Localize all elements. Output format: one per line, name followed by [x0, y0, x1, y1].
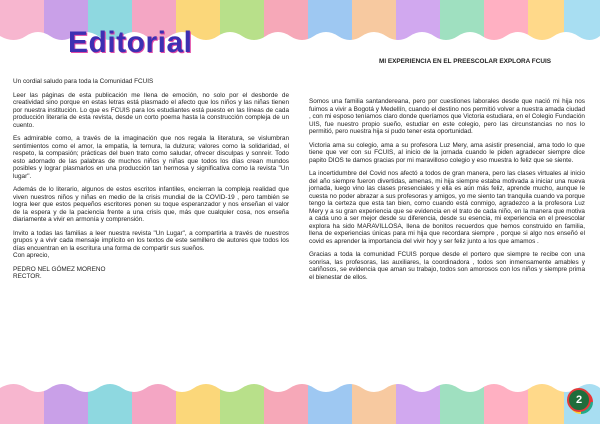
- page-number: 2: [567, 388, 591, 412]
- bottom-wave-stripes: [0, 374, 600, 424]
- stripe: [352, 374, 396, 424]
- stripe: [220, 374, 264, 424]
- paragraph: Invito a todas las familias a leer nuestra revista "Un Lugar", a compartirla a través de nuestros grupos y a vivir cada mensaje implícito en los textos de este semillero de autores que todos los días encuentran en la escritura una forma de compartir sus sueños.: [13, 229, 289, 252]
- stripe: [44, 374, 88, 424]
- paragraph: Victoria ama su colegio, ama a su profesora Luz Mery, ama asistir presencial, ama todo lo que tiene que ver con su FCUIS, al inicio de la jornada cuando le piden agradecer siempre dice papito DIOS te damos gracias por mi maravilloso colegio y eso muestra lo feliz que se siente.: [309, 141, 585, 164]
- stripe: [0, 374, 44, 424]
- experience-column: [309, 98, 585, 287]
- stripe: [440, 374, 484, 424]
- stripe: [176, 374, 220, 424]
- paragraph: Gracias a toda la comunidad FCUIS porque desde el portero que siempre te recibe con una sonrisa, las profesoras, las auxiliares, la coordinadora , todos son inmensamente amables y cariñosos, se evidencia que aman su trabajo, todos son amorosos con los niños y siempre prima el bienestar de ellos.: [309, 251, 585, 281]
- closing: Con aprecio,: [13, 252, 50, 259]
- paragraph: La incertidumbre del Covid nos afectó a todos de gran manera, pero las clases virtuales al inicio del año siempre fueron divertidas, amenas, mi hija siempre estaba motivada a iniciar una nueva jornada, luego vino las clases presenciales y ella es aún más feliz, aprende mucho, aunque le cuesta no poder abrazar a sus profesoras y amigos, yo me siento tan tranquila cuando va porque tengo la certeza que esta tan bien, como cuando está conmigo, agradezco a la profesora Luz Mery y a su gran experiencia que se evidencia en el trato de cada niño, en la manera que motiva a cada uno a ser mejor desde su diferencia, desde su esencia, mi experiencia en el preescolar explora ha sido MARAVILLOSA, llena de bonitos recuerdos que hemos construido en familia, llena de experiencias únicas para mi hija que recordara siempre , porque si algo nos enseñó el covid es aprender la importancia del vivir hoy y ser feliz junto a los que amamos .: [309, 170, 585, 245]
- greeting: Un cordial saludo para toda la Comunidad FCUIS: [13, 78, 154, 85]
- stripe: [396, 0, 440, 50]
- stripe: [528, 374, 564, 424]
- page-title: Editorial: [68, 26, 193, 59]
- signature-role: RECTOR.: [13, 273, 42, 280]
- stripe: [264, 0, 308, 50]
- paragraph: Somos una familia santandereana, pero por cuestiones laborales desde que nació mi hija nos fuimos a vivir a Bogotá y Medellín, cuando el destino nos permitió volver a nuestra amada ciudad , con mi esposo teníamos claro donde queríamos que Victoria estudiara, en el Colegio Fundación UIS, fue nuestro propio sueño, estudiar en este colegio, pero las circunstancias no nos lo permitió, pero nuestra hija si pudo tener esta oportunidad.: [309, 98, 585, 135]
- stripe: [88, 374, 132, 424]
- stripe: [528, 0, 564, 50]
- paragraph: Es admirable como, a través de la imaginación que nos regala la literatura, se vislumbran sentimientos como el amor, la empatía, la ternura, la dulzura; valores como la solidaridad, el respeto, la compasión; prácticas del buen trato como saludar, ofrecer disculpas y sonreír. Todo esto adornado de las palabras de muchos niños y niñas que todos los días crean mundos posibles y lograr plasmarlos en una producción tan hermosa y significativa como la revista "Un lugar".: [13, 135, 289, 180]
- stripe: [484, 0, 528, 50]
- signature-name: PEDRO NEL GÓMEZ MORENO: [13, 265, 106, 273]
- paragraph: Leer las páginas de esta publicación me llena de emoción, no solo por el desborde de creatividad sino porque en estas letras está plasmado el afecto que los niños y las niñas tienen por nuestra institución. Lo que es FCUIS para los estudiantes está puesto en las líneas de cada producción literaria de esta revista, desde un corto poema hasta la construcción compleja de un cuento.: [13, 91, 289, 129]
- stripe: [564, 0, 600, 50]
- stripe: [308, 0, 352, 50]
- stripe: [440, 0, 484, 50]
- bottom-decorative-band: [0, 374, 600, 424]
- editorial-column: [13, 78, 289, 287]
- stripe: [484, 374, 528, 424]
- stripe: [220, 0, 264, 50]
- paragraph: Además de lo literario, algunos de estos escritos infantiles, encierran la compleja realidad que viven nuestros niños y niñas en medio de la crisis mundial de la COVID-19 , pero también se logra leer que estos pequeños escritores ponen su toque esperanzador y nos enseñan el valor de la espera y de la paciencia frente a una crisis que, más que cualquier cosa, nos enseña diariamente a vivir en armonía y comprensión.: [13, 186, 289, 223]
- stripe: [352, 0, 396, 50]
- article-heading: MI EXPERIENCIA EN EL PREESCOLAR EXPLORA FCUIS: [379, 58, 551, 65]
- stripe: [396, 374, 440, 424]
- stripe: [308, 374, 352, 424]
- stripe: [132, 374, 176, 424]
- stripe: [0, 0, 44, 50]
- stripe: [264, 374, 308, 424]
